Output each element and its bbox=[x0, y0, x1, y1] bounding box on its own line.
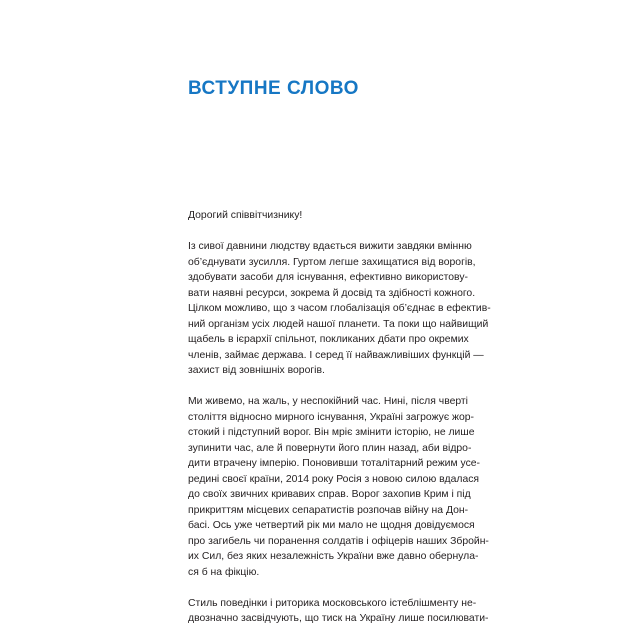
greeting: Дорогий співвітчизнику! bbox=[188, 210, 303, 221]
text-line: прикриттям місцевих сепаратистів розпочав війну на Дон- bbox=[188, 504, 469, 516]
paragraph-2 bbox=[188, 394, 489, 580]
text-line: століття відносно мирного існування, Україні загрожує жор- bbox=[188, 411, 475, 423]
paragraph-1 bbox=[188, 239, 491, 379]
text-line: дити втрачену імперію. Поновивши тоталітарний режим усе- bbox=[188, 458, 481, 469]
text-line: об’єднувати зусилля. Гуртом легше захищатися від ворогів, bbox=[188, 256, 476, 268]
text-line: захист від зовнішніх ворогів. bbox=[188, 365, 325, 376]
text-line: до своїх звичних кривавих справ. Ворог захопив Крим і під bbox=[188, 489, 471, 500]
text-line: вати наявні ресурси, зокрема й досвід та здібності кожного. bbox=[188, 287, 476, 299]
text-line: щабель в ієрархії спільнот, покликаних дбати про окремих bbox=[188, 334, 469, 345]
text-line: Стиль поведінки і риторика московського істеблішменту не- bbox=[188, 597, 477, 609]
text-line: Із сивої давнини людству вдається вижити завдяки вмінню bbox=[188, 241, 472, 252]
text-line: зупинити час, але й повернути його плин назад, аби відро- bbox=[188, 442, 472, 454]
text-line: двозначно засвідчують, що тиск на Україну лише посилювати- bbox=[188, 613, 489, 624]
text-line: басі. Ось уже четвертий рік ми мало не щодня довідуємося bbox=[188, 520, 475, 531]
text-line: здобувати засоби для існування, ефективно використову- bbox=[188, 272, 468, 283]
body-text bbox=[188, 208, 491, 642]
text-line: членів, займає держава. І серед її найважливіших функцій — bbox=[188, 349, 484, 361]
text-line: ся б на фікцію. bbox=[188, 566, 260, 578]
text-line: их Сил, без яких незалежність України вже давно обернула- bbox=[188, 551, 479, 562]
paragraph-3 bbox=[188, 596, 489, 627]
text-line: редині своєї країни, 2014 року Росія з новою силою вдалася bbox=[188, 473, 480, 485]
page-title: ВСТУПНЕ СЛОВО bbox=[188, 78, 359, 99]
text-line: Ми живемо, на жаль, у неспокійний час. Нині, після чверті bbox=[188, 396, 468, 407]
text-line: Цілком можливо, що з часом глобалізація об’єднає в ефектив- bbox=[188, 303, 491, 314]
text-line: ний організм усіх людей нашої планети. Та поки що найвищий bbox=[188, 318, 489, 330]
text-line: про загибель чи поранення солдатів і офіцерів наших Збройн- bbox=[188, 535, 489, 547]
text-line: стокий і підступний ворог. Він мріє змінити історію, не лише bbox=[188, 427, 475, 438]
